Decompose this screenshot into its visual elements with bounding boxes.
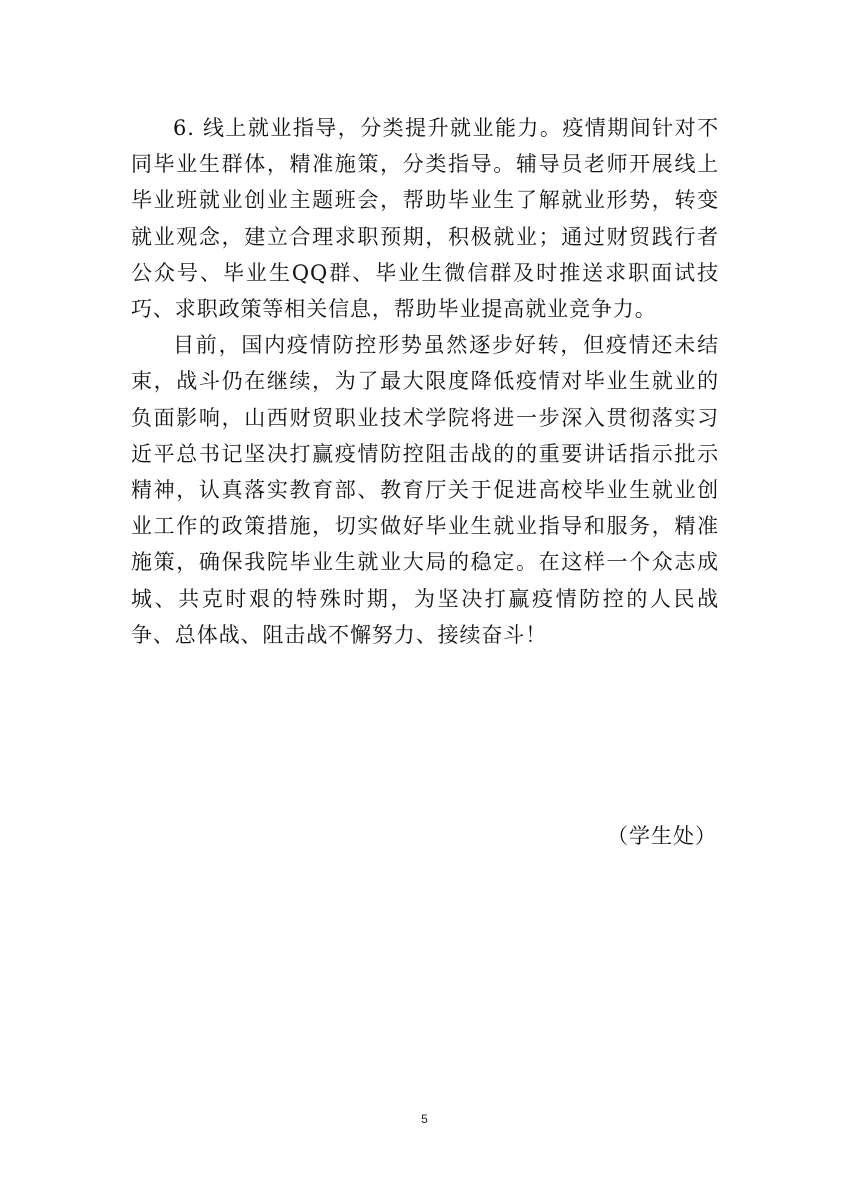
document-body — [131, 110, 719, 653]
signature: （学生处） — [607, 824, 717, 848]
paragraph-conclusion: 目前，国内疫情防控形势虽然逐步好转，但疫情还未结束，战斗仍在继续，为了最大限度降低疫情对毕业生就业的负面影响，山西财贸职业技术学院将进一步深入贯彻落实习近平总书记坚决打赢疫情防控阻击战的的重要讲话指示批示精神，认真落实教育部、教育厅关于促进高校毕业生就业创业工作的政策措施，切实做好毕业生就业指导和服务，精准施策，确保我院毕业生就业大局的稳定。在这样一个众志成城、共克时艰的特殊时期，为坚决打赢疫情防控的人民战争、总体战、阻击战不懈努力、接续奋斗！ — [131, 333, 719, 647]
paragraph-online-guidance: 6. 线上就业指导，分类提升就业能力。疫情期间针对不同毕业生群体，精准施策，分类指导。辅导员老师开展线上毕业班就业创业主题班会，帮助毕业生了解就业形势，转变就业观念，建立合理求职预期，积极就业；通过财贸践行者公众号、毕业生QQ群、毕业生微信群及时推送求职面试技巧、求职政策等相关信息，帮助毕业提高就业竞争力。 — [131, 116, 719, 322]
page-number: 5 — [421, 1112, 428, 1126]
